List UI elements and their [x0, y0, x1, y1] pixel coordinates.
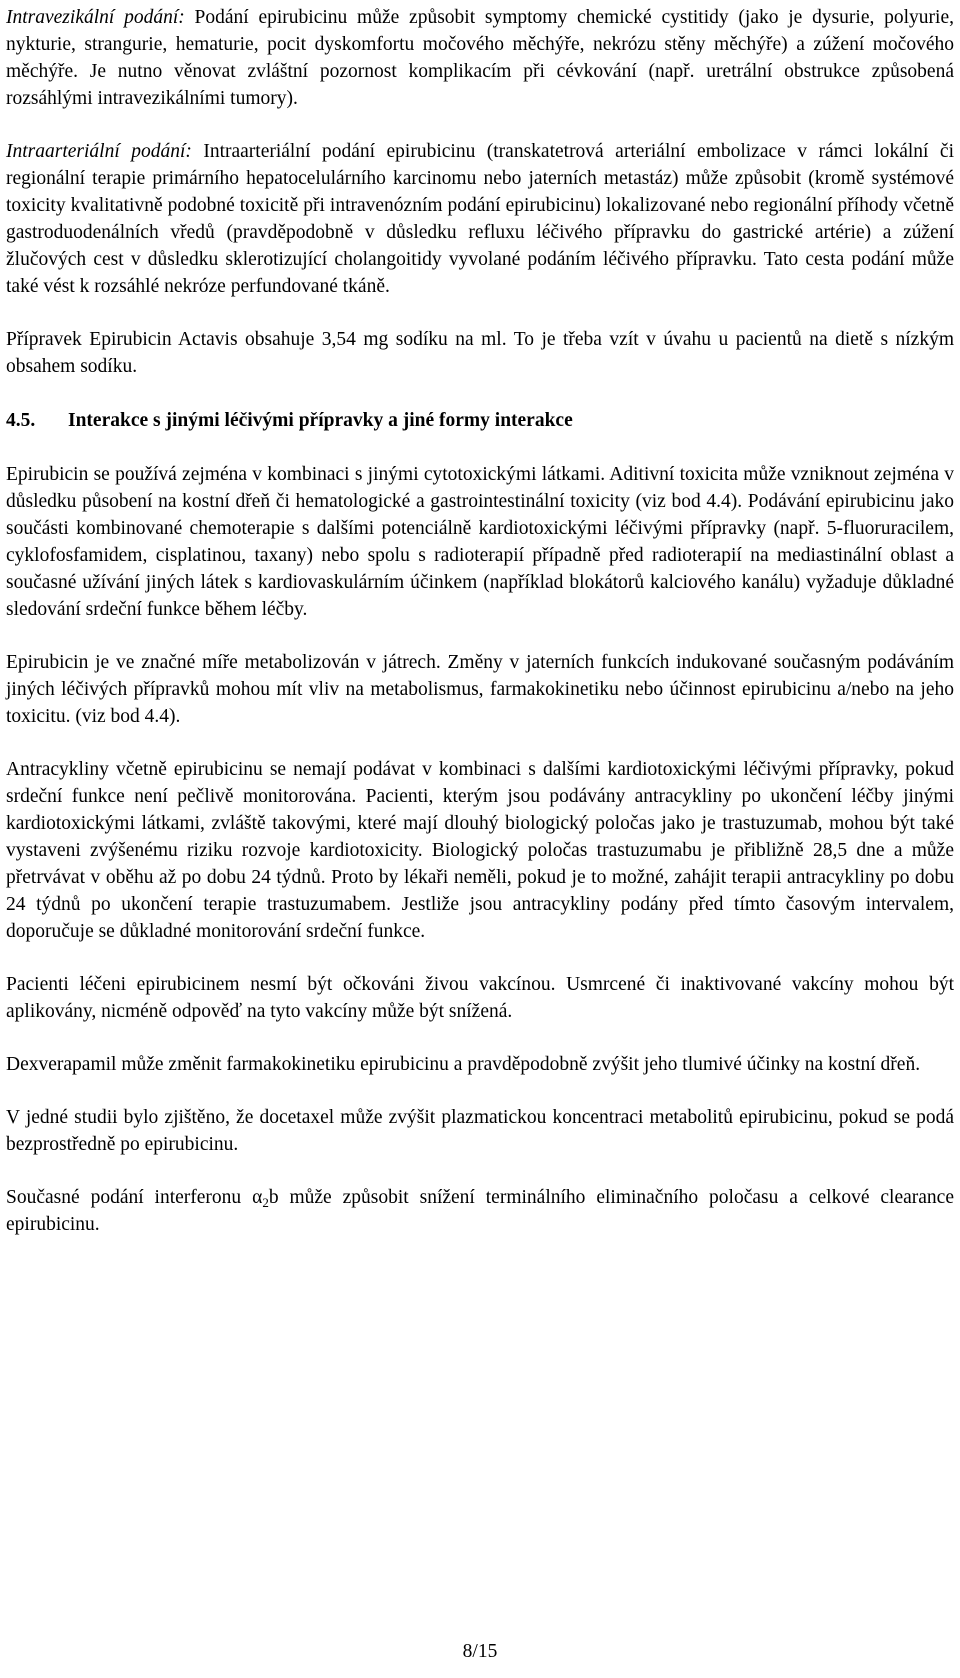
- paragraph-text: Podání epirubicinu může způsobit symptomy chemické cystitidy (jako je dysurie, polyurie, nykturie, strangurie, hematurie, pocit dyskomfortu močového měchýře, nekrózu stěny měchýře) a zúžení močového měchýře. Je nutno věnovat zvláštní pozornost komplikacím při cévkování (např. uretrální obstrukce způsobená rozsáhlými intravezikálními tumory).: [6, 7, 955, 109]
- paragraph-intravesical: [6, 4, 954, 112]
- paragraph-vaccines: Pacienti léčeni epirubicinem nesmí být očkováni živou vakcínou. Usmrcené či inaktivované vakcíny mohou být aplikovány, nicméně odpověď na tyto vakcíny může být snížená.: [6, 974, 954, 1022]
- page-number: 8/15: [462, 1641, 498, 1662]
- subscript: 2: [262, 1195, 269, 1210]
- paragraph-lead: Intraarteriální podání:: [6, 141, 192, 162]
- paragraph-text: Intraarteriální podání epirubicinu (transkatetrová arteriální embolizace v rámci lokální či regionální terapie primárního hepatocelulárního karcinomu nebo jaterních metastáz) může způsobit (kromě systémové toxicity kvalitativně podobné toxicitě při intravenózním podání epirubicinu) lokalizované nebo regionální příhody včetně gastroduodenálních vředů (pravděpodobně v důsledku refluxu léčivého přípravku do gastrické artérie) a zúžení žlučových cest v důsledku sklerotizující cholangoitidy vyvolané podáním léčivého přípravku. Tato cesta podání může také vést k rozsáhlé nekróze perfundované tkáně.: [6, 141, 954, 297]
- paragraph-liver: Epirubicin je ve značné míře metabolizován v játrech. Změny v jaterních funkcích indukované současným podáváním jiných léčivých přípravků mohou mít vliv na metabolismus, farmakokinetiku nebo účinnost epirubicinu a/nebo na jeho toxicitu. (viz bod 4.4).: [6, 652, 954, 727]
- paragraph-sodium: Přípravek Epirubicin Actavis obsahuje 3,54 mg sodíku na ml. To je třeba vzít v úvahu u pacientů na dietě s nízkým obsahem sodíku.: [6, 329, 954, 377]
- paragraph-docetaxel: V jedné studii bylo zjištěno, že docetaxel může zvýšit plazmatickou koncentraci metabolitů epirubicinu, pokud se podá bezprostředně po epirubicinu.: [6, 1107, 954, 1155]
- paragraph-lead: Intravezikální podání:: [6, 7, 185, 28]
- paragraph-combination: Epirubicin se používá zejména v kombinaci s jinými cytotoxickými látkami. Aditivní toxicita může vzniknout zejména v důsledku působení na kostní dřeň či hematologické a gastrointestinální toxicity (viz bod 4.4). Podávání epirubicinu jako součásti kombinované chemoterapie s dalšími potenciálně kardiotoxickými léčivými přípravky (např. 5-fluoruracilem, cyklofosfamidem, cisplatinou, taxany) nebo spolu s radioterapií případně před radioterapií na mediastinální oblast a současné užívání jiných látek s kardiovaskulárním účinkem (například blokátorů kalciového kanálu) vyžaduje důkladné sledování srdeční funkce během léčby.: [6, 464, 954, 620]
- section-number: 4.5.: [6, 410, 36, 431]
- section-title: Interakce s jinými léčivými přípravky a jiné formy interakce: [68, 410, 573, 431]
- paragraph-anthracyclines: Antracykliny včetně epirubicinu se nemají podávat v kombinaci s dalšími kardiotoxickými léčivými přípravky, pokud srdeční funkce není pečlivě monitorována. Pacienti, kterým jsou podávány antracykliny po ukončení léčby jinými kardiotoxickými látkami, zvláště takovými, které mají dlouhý biologický poločas jako je trastuzumab, mohou být také vystaveni zvýšenému riziku rozvoje kardiotoxicity. Biologický poločas trastuzumabu je přibližně 28,5 dne a může přetrvávat v oběhu až po dobu 24 týdnů. Proto by lékaři neměli, pokud je to možné, zahájit terapii antracykliny po dobu 24 týdnů po ukončení terapie trastuzumabem. Jestliže jsou antracykliny podány před tímto časovým intervalem, doporučuje se důkladné monitorování srdeční funkce.: [6, 759, 954, 942]
- paragraph-dexverapamil: Dexverapamil může změnit farmakokinetiku epirubicinu a pravděpodobně zvýšit jeho tlumivé účinky na kostní dřeň.: [6, 1054, 921, 1075]
- paragraph-text: Současné podání interferonu α: [6, 1187, 263, 1208]
- paragraph-text: b může způsobit snížení terminálního eliminačního poločasu a celkové clearance epirubicinu.: [6, 1187, 954, 1235]
- paragraph-intraarterial: [6, 138, 954, 300]
- document-page: [6, 4, 954, 1264]
- section-heading: [6, 407, 954, 434]
- paragraph-interferon: [6, 1184, 954, 1238]
